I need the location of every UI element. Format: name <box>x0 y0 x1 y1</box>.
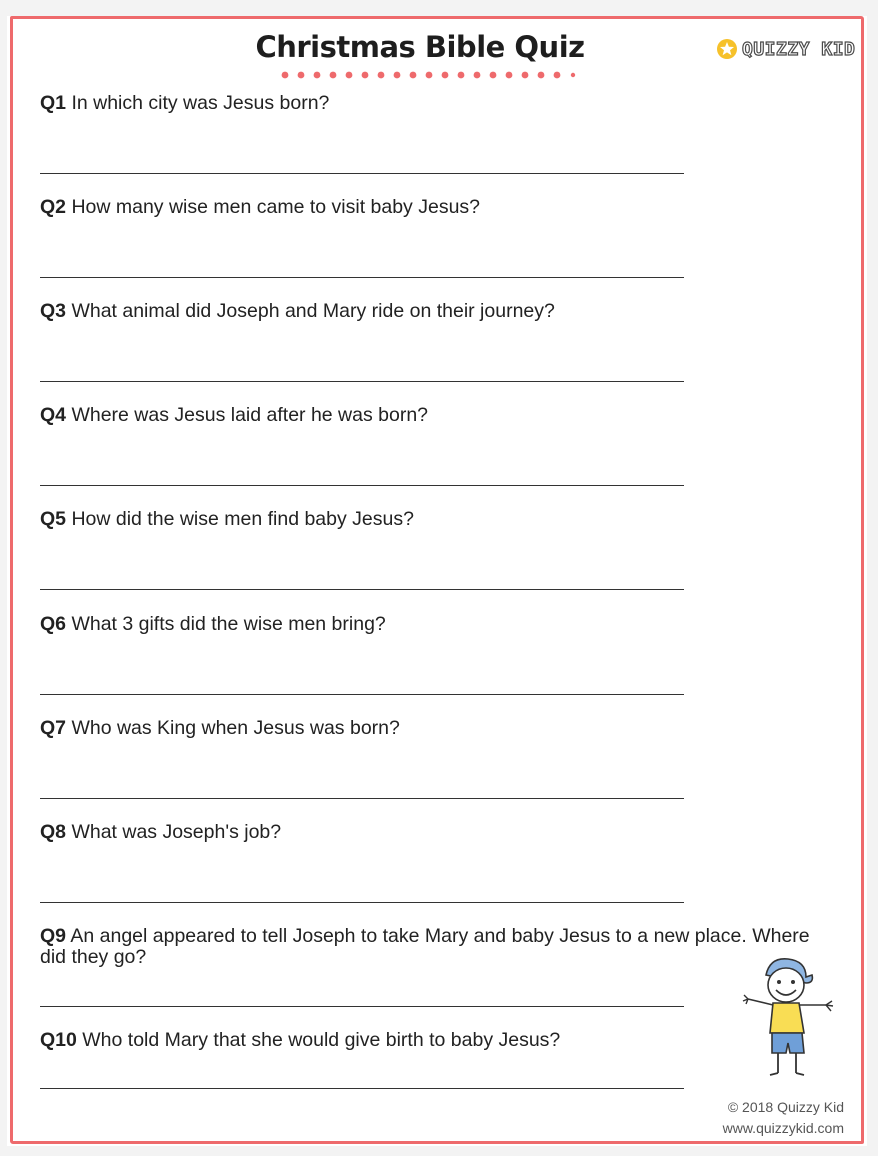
answer-line-4[interactable] <box>40 485 684 486</box>
question-text: Who told Mary that she would give birth to baby Jesus? <box>82 1029 561 1051</box>
logo-text: QUIZZY KID <box>742 38 856 60</box>
question-text: What animal did Joseph and Mary ride on their journey? <box>71 300 555 322</box>
question-number: Q5 <box>40 508 67 530</box>
question-text: In which city was Jesus born? <box>71 92 330 114</box>
footer <box>723 1097 844 1139</box>
question-text: Where was Jesus laid after he was born? <box>71 404 429 426</box>
question-number: Q1 <box>40 92 67 114</box>
answer-line-8[interactable] <box>40 902 684 903</box>
question-number: Q10 <box>40 1029 77 1051</box>
title-dotted-underline <box>281 70 577 80</box>
question-7 <box>40 718 830 739</box>
question-3 <box>40 301 830 322</box>
star-badge-icon <box>716 38 738 60</box>
question-8 <box>40 822 830 843</box>
question-number: Q3 <box>40 300 67 322</box>
question-6 <box>40 614 830 635</box>
question-9 <box>40 926 830 968</box>
question-number: Q8 <box>40 821 67 843</box>
question-text: How many wise men came to visit baby Jesus? <box>71 196 481 218</box>
question-10 <box>40 1030 830 1051</box>
answer-line-9[interactable] <box>40 1006 684 1007</box>
website-text: www.quizzykid.com <box>722 1120 844 1136</box>
question-text: An angel appeared to tell Joseph to take Mary and baby Jesus to a new place. Where did they go? <box>40 925 810 968</box>
question-number: Q9 <box>40 925 67 947</box>
page-title: Christmas Bible Quiz <box>255 30 585 64</box>
question-number: Q4 <box>40 404 67 426</box>
answer-line-5[interactable] <box>40 589 684 590</box>
answer-line-1[interactable] <box>40 173 684 174</box>
answer-line-10[interactable] <box>40 1088 684 1089</box>
question-number: Q6 <box>40 613 67 635</box>
answer-line-3[interactable] <box>40 381 684 382</box>
question-5 <box>40 509 830 530</box>
question-number: Q2 <box>40 196 67 218</box>
page-border <box>10 16 864 1144</box>
cartoon-kid-illustration <box>742 955 838 1079</box>
answer-line-6[interactable] <box>40 694 684 695</box>
answer-line-2[interactable] <box>40 277 684 278</box>
question-text: What 3 gifts did the wise men bring? <box>71 613 386 635</box>
answer-line-7[interactable] <box>40 798 684 799</box>
question-1 <box>40 93 830 114</box>
question-text: How did the wise men find baby Jesus? <box>71 508 414 530</box>
copyright-text: © 2018 Quizzy Kid <box>727 1099 844 1115</box>
question-text: What was Joseph's job? <box>71 821 282 843</box>
question-number: Q7 <box>40 717 67 739</box>
question-4 <box>40 405 830 426</box>
question-text: Who was King when Jesus was born? <box>71 717 400 739</box>
question-2 <box>40 197 830 218</box>
quizzy-kid-logo <box>716 38 855 60</box>
